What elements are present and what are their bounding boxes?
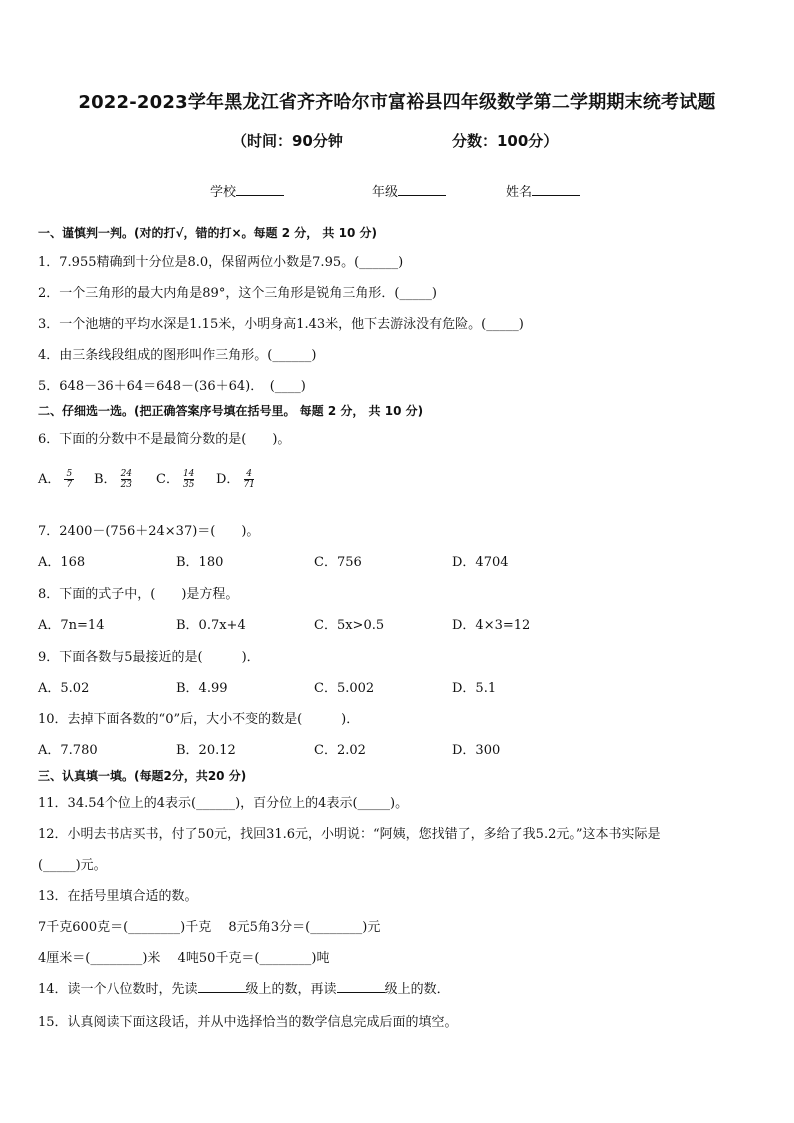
page-title: 2022-2023学年黑龙江省齐齐哈尔市富裕县四年级数学第二学期期末统考试题 xyxy=(78,92,716,113)
question-8: 8．下面的式子中，( )是方程。 xyxy=(38,587,239,602)
question-12-cont: (_____)元。 xyxy=(38,858,107,873)
school-label: 学校 xyxy=(210,185,237,200)
q8-option-b[interactable]: B．0.7x+4 xyxy=(176,618,246,633)
fraction xyxy=(183,469,194,490)
section-1-heading: 一、谨慎判一判。(对的打√，错的打×。每题 2 分， 共 10 分) xyxy=(38,226,377,240)
option-label: A． xyxy=(38,472,61,487)
grade-label: 年级 xyxy=(372,185,399,200)
grade-field xyxy=(372,181,446,200)
q8-option-a[interactable]: A．7n=14 xyxy=(38,618,105,633)
question-7: 7．2400－(756＋24×37)＝( )。 xyxy=(38,524,260,539)
question-14 xyxy=(38,978,450,997)
exam-time: （时间：90分钟 xyxy=(232,132,343,150)
grade-blank[interactable] xyxy=(398,183,446,196)
denominator: 35 xyxy=(182,480,195,490)
denominator: 71 xyxy=(243,480,255,490)
q6-option-c[interactable] xyxy=(156,468,194,490)
question-12: 12．小明去书店买书，付了50元，找回31.6元，小明说：“阿姨，您找错了，多给了我5.2元。”这本书实际是 xyxy=(38,827,661,842)
q14-text-3: 级上的数． xyxy=(384,982,450,997)
numerator: 5 xyxy=(66,469,73,479)
question-5: 5．648－36＋64＝648－(36＋64)． (____) xyxy=(38,379,306,394)
question-9: 9．下面各数与5最接近的是( )． xyxy=(38,650,260,665)
numerator: 4 xyxy=(246,469,253,479)
fraction xyxy=(243,469,254,490)
exam-score: 分数：100分） xyxy=(452,132,559,150)
fraction xyxy=(121,469,132,490)
q7-option-d[interactable]: D．4704 xyxy=(452,555,509,570)
option-label: D． xyxy=(216,472,240,487)
name-blank[interactable] xyxy=(532,183,580,196)
q10-option-d[interactable]: D．300 xyxy=(452,743,501,758)
q10-option-a[interactable]: A．7.780 xyxy=(38,743,98,758)
question-11: 11．34.54个位上的4表示(______)，百分位上的4表示(_____)。 xyxy=(38,796,409,811)
denominator: 23 xyxy=(120,480,133,490)
numerator: 24 xyxy=(120,469,133,479)
question-15: 15．认真阅读下面这段话，并从中选择恰当的数学信息完成后面的填空。 xyxy=(38,1015,458,1030)
q10-option-c[interactable]: C．2.02 xyxy=(314,743,366,758)
option-label: C． xyxy=(156,472,179,487)
q7-option-a[interactable]: A．168 xyxy=(38,555,86,570)
q6-option-a[interactable] xyxy=(38,468,74,490)
fraction xyxy=(64,469,74,490)
q7-option-c[interactable]: C．756 xyxy=(314,555,362,570)
q14-blank-1[interactable] xyxy=(198,980,246,993)
question-13-row-2: 4厘米＝(________)米 4吨50千克＝(________)吨 xyxy=(38,951,330,966)
name-field xyxy=(506,181,580,200)
question-13: 13．在括号里填合适的数。 xyxy=(38,889,198,904)
question-1: 1．7.955精确到十分位是8.0，保留两位小数是7.95。(______) xyxy=(38,255,404,270)
section-2-heading: 二、仔细选一选。(把正确答案序号填在括号里。 每题 2 分， 共 10 分) xyxy=(38,404,424,418)
q8-option-d[interactable]: D．4×3=12 xyxy=(452,618,531,633)
question-6: 6．下面的分数中不是最简分数的是( )。 xyxy=(38,432,291,447)
school-field xyxy=(210,181,284,200)
question-2: 2．一个三角形的最大内角是89°，这个三角形是锐角三角形．(_____) xyxy=(38,286,437,301)
question-3: 3．一个池塘的平均水深是1.15米，小明身高1.43米，他下去游泳没有危险。(_____) xyxy=(38,317,524,332)
school-blank[interactable] xyxy=(236,183,284,196)
q6-option-d[interactable] xyxy=(216,468,255,490)
numerator: 14 xyxy=(182,469,195,479)
q9-option-a[interactable]: A．5.02 xyxy=(38,681,90,696)
option-label: B． xyxy=(94,472,117,487)
question-10: 10．去掉下面各数的“0”后，大小不变的数是( )． xyxy=(38,712,360,727)
q9-option-c[interactable]: C．5.002 xyxy=(314,681,375,696)
section-3-heading: 三、认真填一填。(每题2分，共20 分) xyxy=(38,769,247,783)
q10-option-b[interactable]: B．20.12 xyxy=(176,743,236,758)
question-13-row-1: 7千克600克＝(________)千克 8元5角3分＝(________)元 xyxy=(38,920,381,935)
question-4: 4．由三条线段组成的图形叫作三角形。(______) xyxy=(38,348,317,363)
q9-option-b[interactable]: B．4.99 xyxy=(176,681,228,696)
q14-blank-2[interactable] xyxy=(337,980,385,993)
q6-option-b[interactable] xyxy=(94,468,132,490)
q14-text-1: 14．读一个八位数时，先读 xyxy=(38,982,198,997)
q7-option-b[interactable]: B．180 xyxy=(176,555,224,570)
name-label: 姓名 xyxy=(506,185,533,200)
q14-text-2: 级上的数，再读 xyxy=(245,982,337,997)
q9-option-d[interactable]: D．5.1 xyxy=(452,681,497,696)
q8-option-c[interactable]: C．5x>0.5 xyxy=(314,618,385,633)
denominator: 7 xyxy=(66,480,73,490)
